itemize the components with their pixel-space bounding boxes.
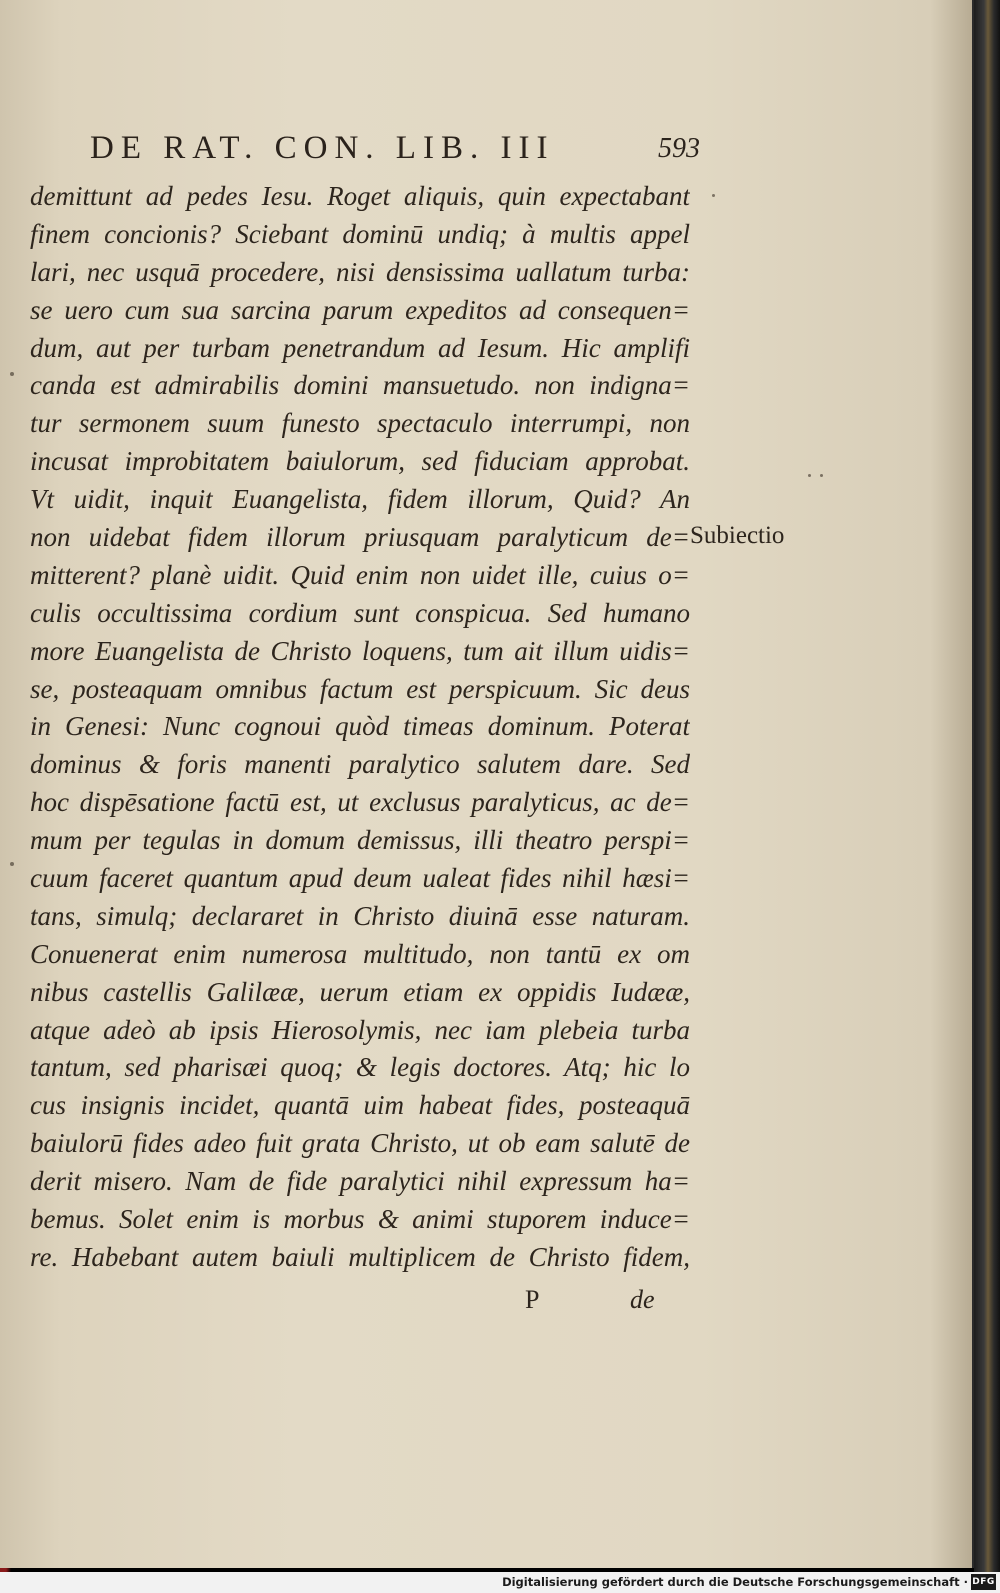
text-line: dum, aut per turbam penetrandum ad Iesum. Hic amplifi bbox=[30, 332, 690, 363]
text-line: tans, simulq; declararet in Christo diuinā esse naturam. bbox=[30, 900, 690, 931]
text-line: canda est admirabilis domini mansuetudo. non indigna= bbox=[30, 370, 690, 401]
text-line: cuum faceret quantum apud deum ualeat fides nihil hæsi= bbox=[30, 863, 690, 894]
text-line: mum per tegulas in domum demissus, illi theatro perspi= bbox=[30, 825, 690, 856]
ink-speck bbox=[808, 474, 811, 477]
margin-note: Subiectio bbox=[690, 522, 785, 549]
text-line: baiulorū fides adeo fuit grata Christo, ut ob eam salutē de bbox=[30, 1128, 690, 1159]
page-header bbox=[90, 130, 700, 174]
text-line: cus insignis incidet, quantā uim habeat fides, posteaquā bbox=[30, 1090, 690, 1121]
ink-speck bbox=[10, 372, 14, 376]
ink-speck bbox=[712, 194, 715, 197]
text-line: dominus & foris manenti paralytico salutem dare. Sed bbox=[30, 749, 690, 780]
ink-speck bbox=[10, 862, 14, 866]
text-line: bemus. Solet enim is morbus & animi stuporem induce= bbox=[30, 1204, 690, 1235]
credit-bar bbox=[0, 1572, 1000, 1593]
text-line: culis occultissima cordium sunt conspicua. Sed humano bbox=[30, 597, 690, 628]
dfg-logo: DFG bbox=[971, 1574, 996, 1590]
catchword: de bbox=[630, 1285, 655, 1314]
text-line: incusat improbitatem baiulorum, sed fiduciam approbat. bbox=[30, 446, 690, 477]
text-line: tantum, sed pharisæi quoq; & legis doctores. Atq; hic lo bbox=[30, 1052, 690, 1083]
text-line: nibus castellis Galilææ, uerum etiam ex oppidis Iudææ, bbox=[30, 976, 690, 1007]
text-line: demittunt ad pedes Iesu. Roget aliquis, quin expectabant bbox=[30, 181, 690, 211]
text-line: re. Habebant autem baiuli multiplicem de Christo fidem, bbox=[30, 1241, 690, 1272]
signature-mark: P bbox=[525, 1285, 540, 1314]
text-line: Conuenerat enim numerosa multitudo, non tantū ex om bbox=[30, 938, 690, 969]
text-line: se, posteaquam omnibus factum est perspicuum. Sic deus bbox=[30, 673, 690, 704]
text-line: mitterent? planè uidit. Quid enim non uidet ille, cuius o= bbox=[30, 559, 690, 590]
running-title: DE RAT. CON. LIB. III bbox=[90, 130, 555, 166]
text-line: more Euangelista de Christo loquens, tum ait illum uidis= bbox=[30, 635, 690, 666]
text-line: lari, nec usquā procedere, nisi densissima uallatum turba: bbox=[30, 256, 690, 287]
ink-speck bbox=[820, 474, 823, 477]
text-line: non uidebat fidem illorum priusquam paralyticum de= bbox=[30, 522, 690, 553]
page-number: 593 bbox=[658, 133, 700, 164]
text-line: Vt uidit, inquit Euangelista, fidem illorum, Quid? An bbox=[30, 484, 690, 515]
text-line: hoc dispēsatione factū est, ut exclusus paralyticus, ac de= bbox=[30, 787, 690, 818]
text-line: tur sermonem suum funesto spectaculo interrumpi, non bbox=[30, 408, 690, 439]
text-line: se uero cum sua sarcina parum expeditos ad consequen= bbox=[30, 294, 690, 325]
body-text bbox=[30, 178, 690, 1277]
dfg-credit-text: Digitalisierung gefördert durch die Deutsche Forschungsgemeinschaft · bbox=[502, 1575, 968, 1589]
text-line: derit misero. Nam de fide paralytici nihil expressum ha= bbox=[30, 1166, 690, 1197]
text-line: finem concionis? Sciebant dominū undiq; à multis appel bbox=[30, 218, 690, 249]
text-line: atque adeò ab ipsis Hierosolymis, nec iam plebeia turba bbox=[30, 1014, 690, 1045]
text-line: in Genesi: Nunc cognoui quòd timeas dominum. Poterat bbox=[30, 711, 690, 742]
page-edge-shadow bbox=[974, 0, 1000, 1572]
